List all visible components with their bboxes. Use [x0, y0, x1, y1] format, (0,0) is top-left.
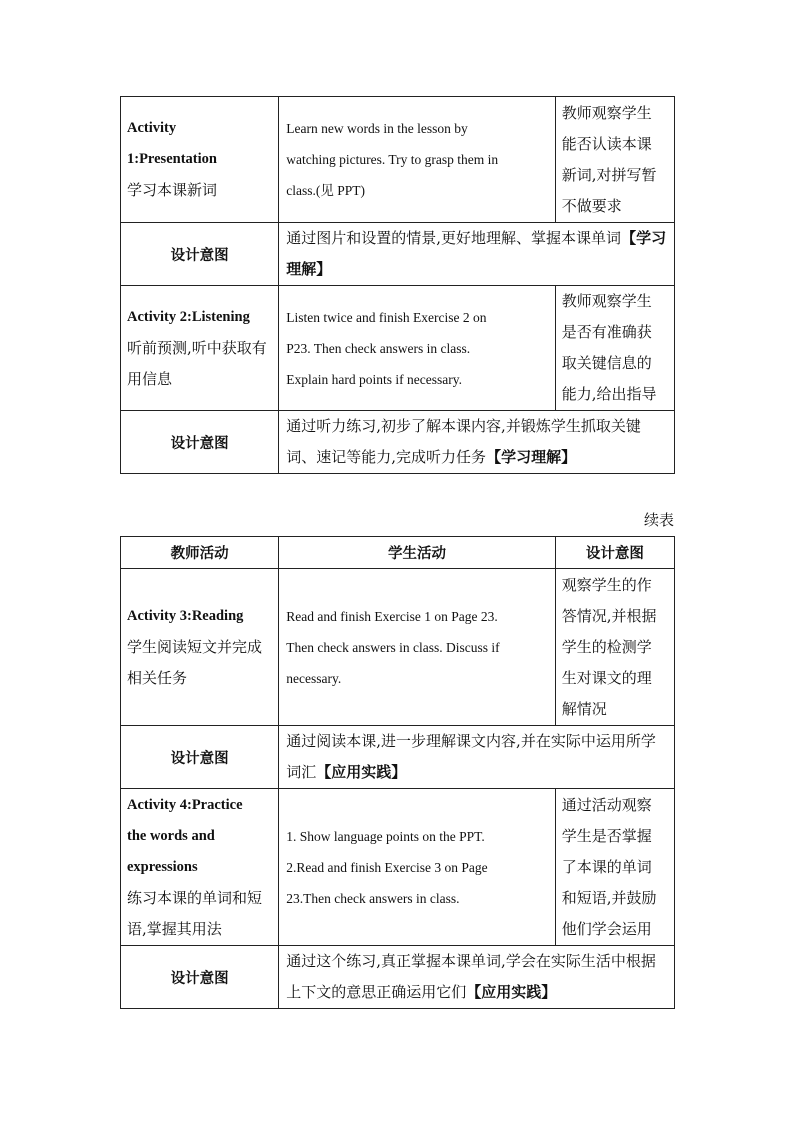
- activity-table-2: [120, 536, 675, 1009]
- teacher-line: 新词,对拼写暂: [561, 165, 657, 184]
- activity-desc: 学习本课新词: [127, 181, 218, 199]
- intent-row: [121, 411, 675, 474]
- student-line: watching pictures. Try to grasp them in: [286, 152, 499, 167]
- teacher-line: 和短语,并鼓励: [561, 888, 657, 907]
- activity-title-line: expressions: [127, 858, 198, 875]
- teacher-observation-cell: [555, 789, 674, 946]
- intent-label: 设计意图: [121, 726, 279, 789]
- continued-label: 续表: [643, 511, 674, 529]
- intent-text: 通过阅读本课,进一步理解课文内容,并在实际中运用所学词汇: [286, 732, 656, 781]
- student-line: P23. Then check answers in class.: [286, 340, 471, 356]
- teacher-activity-cell: [121, 97, 279, 223]
- teacher-line: 是否有准确获: [561, 323, 652, 341]
- teacher-line: 能力,给出指导: [561, 385, 657, 403]
- intent-text: 通过这个练习,真正掌握本课单词,学会在实际生活中根据上下文的意思正确运用它们: [286, 952, 656, 1001]
- header-row: [121, 537, 675, 569]
- intent-label: 设计意图: [121, 223, 279, 286]
- teacher-activity-cell: [121, 789, 279, 946]
- student-line: 23.Then check answers in class.: [286, 890, 460, 906]
- student-line: Then check answers in class. Discuss if: [286, 639, 500, 655]
- activity-row: [121, 569, 675, 726]
- teacher-line: 他们学会运用: [561, 919, 652, 938]
- teacher-observation-cell: [555, 286, 674, 411]
- activity-row: [121, 286, 675, 411]
- teacher-line: 取关键信息的: [561, 354, 652, 372]
- student-line: Learn new words in the lesson by: [286, 121, 468, 136]
- header-design-intent: 设计意图: [555, 537, 674, 569]
- teacher-line: 学生是否掌握: [561, 826, 652, 845]
- intent-text-cell: [279, 726, 675, 789]
- teacher-activity-cell: [121, 569, 279, 726]
- activity-table-1: [120, 96, 675, 474]
- intent-tag: 【应用实践】: [316, 763, 407, 781]
- intent-row: [121, 726, 675, 789]
- activity-title-line: Activity 4:Practice: [127, 796, 243, 813]
- teacher-line: 能否认读本课: [561, 134, 652, 153]
- teacher-line: 生对课文的理: [561, 668, 652, 687]
- activity-desc: 听前预测,听中获取有用信息: [127, 338, 267, 388]
- student-activity-cell: [279, 97, 555, 223]
- intent-tag: 【学习理解】: [286, 229, 667, 278]
- intent-tag: 【应用实践】: [466, 983, 557, 1001]
- activity-title: Activity 3:Reading: [127, 607, 244, 624]
- student-line: 2.Read and finish Exercise 3 on Page: [286, 859, 488, 875]
- header-teacher-activity: 教师活动: [121, 537, 279, 569]
- teacher-line: 通过活动观察: [561, 795, 652, 814]
- intent-row: [121, 223, 675, 286]
- student-line: 1. Show language points on the PPT.: [286, 828, 485, 844]
- intent-tag: 【学习理解】: [486, 448, 577, 466]
- teacher-activity-cell: [121, 286, 279, 411]
- student-line: necessary.: [286, 670, 342, 686]
- activity-title-line: the words and: [127, 827, 215, 844]
- student-activity-cell: [279, 286, 555, 411]
- student-line: class.(见 PPT): [286, 183, 366, 198]
- activity-desc: 学生阅读短文并完成相关任务: [127, 637, 263, 687]
- intent-row: [121, 946, 675, 1009]
- activity-row: [121, 789, 675, 946]
- intent-text-cell: [279, 946, 675, 1009]
- teacher-line: 教师观察学生: [561, 292, 652, 310]
- activity-row: [121, 97, 675, 223]
- student-line: Read and finish Exercise 1 on Page 23.: [286, 608, 498, 624]
- intent-text: 通过听力练习,初步了解本课内容,并锻炼学生抓取关键词、速记等能力,完成听力任务: [286, 417, 641, 466]
- teacher-line: 不做要求: [561, 196, 622, 215]
- teacher-line: 解情况: [561, 699, 607, 718]
- student-line: Explain hard points if necessary.: [286, 371, 462, 387]
- teacher-line: 教师观察学生: [561, 103, 652, 122]
- teacher-line: 学生的检测学: [561, 637, 652, 656]
- header-student-activity: 学生活动: [279, 537, 555, 569]
- intent-text-cell: [279, 411, 675, 474]
- intent-text-cell: [279, 223, 675, 286]
- teacher-observation-cell: [555, 569, 674, 726]
- intent-label: 设计意图: [121, 946, 279, 1009]
- student-activity-cell: [279, 789, 555, 946]
- teacher-line: 答情况,并根据: [561, 606, 657, 625]
- teacher-observation-cell: [555, 97, 674, 223]
- student-line: Listen twice and finish Exercise 2 on: [286, 309, 487, 325]
- teacher-line: 观察学生的作: [561, 575, 652, 594]
- activity-title: Activity 2:Listening: [127, 308, 250, 325]
- intent-label: 设计意图: [121, 411, 279, 474]
- intent-text: 通过图片和设置的情景,更好地理解、掌握本课单词: [286, 229, 622, 247]
- activity-title: Activity 1:Presentation: [127, 120, 217, 167]
- student-activity-cell: [279, 569, 555, 726]
- activity-desc: 练习本课的单词和短语,掌握其用法: [127, 888, 263, 938]
- teacher-line: 了本课的单词: [561, 857, 652, 876]
